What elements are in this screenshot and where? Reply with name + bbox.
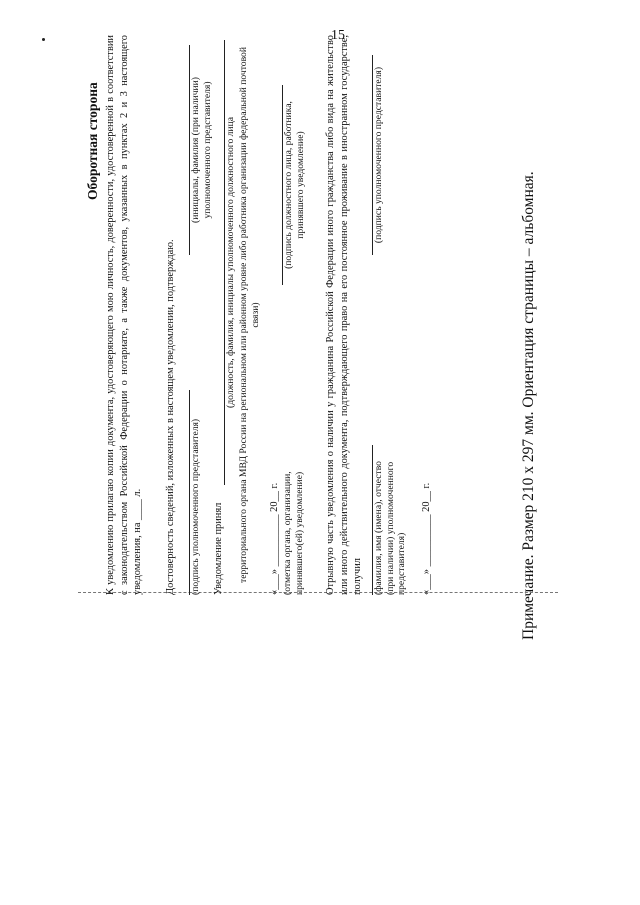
receipt-date-line: «___» __________ 20__ г. [421, 482, 432, 595]
page-note-text: Примечание. Размер 210 х 297 мм. Ориентация страницы – альбомная. [520, 171, 537, 640]
representative-signature-caption: (подпись уполномоченного представителя) [189, 390, 202, 595]
accepted-label: Уведомление принял [213, 502, 224, 595]
rotated-form [82, 35, 432, 595]
form-title: Оборотная сторона [85, 82, 100, 200]
territorial-body-caption: территориального органа МВД России на региональном или районном уровне либо работника организации федеральной почтовой связи) [238, 47, 261, 583]
representative-initials-caption: (инициалы, фамилия (при наличии) уполномоченного представителя) [189, 45, 213, 255]
representative-name-caption: (фамилия, имя (имена), отчество (при наличии) уполномоченного представителя) [372, 445, 408, 595]
acceptance-date-line: «___» __________ 20__ г. [269, 482, 280, 595]
scan-speck [42, 38, 45, 41]
page-number: 15 [331, 28, 345, 43]
official-signature-caption: (подпись должностного лица, работника, принявшего уведомление) [282, 85, 306, 285]
tear-off-received-paragraph: Отрывную часть уведомления о наличии у гражданина Российской Федерации иного гражданства либо вида на жительство или иного действительного документа, подтверждающего право на его постоянное проживание в иностранном государстве, получил [325, 35, 364, 595]
confirmation-paragraph: Достоверность сведений, изложенных в настоящем уведомлении, подтверждаю. [165, 239, 176, 595]
attachments-paragraph: К уведомлению прилагаю копии документа, удостоверяющего мою личность, доверенности, удостоверенной в соответствии с законодательством Российской Федерации о нотариате, а также документов, указанных в пунктах 2 и 3 настоящего уведомления, на ____ л. [105, 35, 144, 595]
representative-signature-caption-2: (подпись уполномоченного представителя) [372, 55, 385, 255]
acceptance-mark-caption: (отметка органа, организации, принявшего(ей) уведомление) [282, 471, 305, 595]
official-position-caption: (должность, фамилия, инициалы уполномоченного должностного лица [224, 40, 237, 485]
